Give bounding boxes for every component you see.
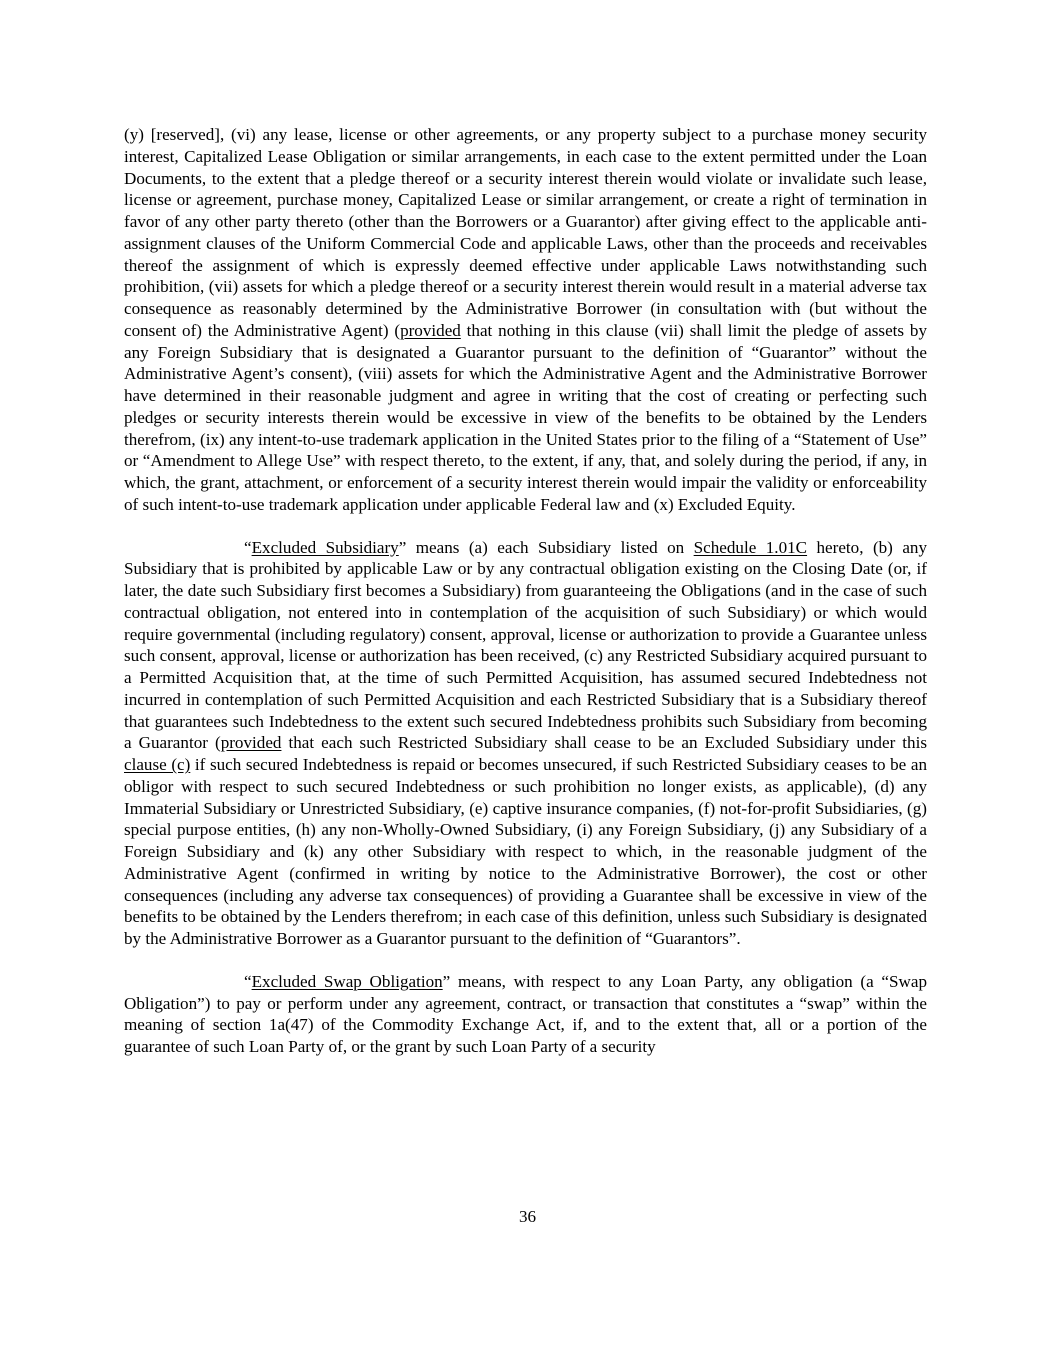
definition-excluded-subsidiary	[124, 537, 927, 950]
provided-term: provided	[400, 320, 461, 340]
defined-term-excluded-swap-obligation: Excluded Swap Obligation	[251, 971, 443, 991]
provided-term: provided	[220, 733, 282, 753]
paragraph-text: that nothing in this clause (vii) shall limit the pledge of assets by any Foreign Subsidiary that is designated a Guarantor pursuant to the definition of “Guarantor” without the Administrative Agent’s consent), (viii) assets for which the Administrative Agent and the Administrative Borrower have determined in their reasonable judgment and agree in writing that the cost of creating or perfecting such pledges or security interests therein would be excessive in view of the benefits to be obtained by the Lenders therefrom, (ix) any intent-to-use trademark application in the United States prior to the filing of a “Statement of Use” or “Amendment to Allege Use” with respect thereto, to the extent, if any, that, and solely during the period, if any, in which, the grant, attachment, or enforcement of a security interest therein would impair the validity or enforceability of such intent-to-use trademark application under applicable Federal law and (x) Excluded Equity.	[124, 320, 927, 514]
definition-text: ” means (a) each Subsidiary listed on	[398, 537, 694, 557]
clause-reference: clause (c)	[124, 755, 191, 774]
definition-text: ” means, with respect to any Loan Party, any obligation (a “Swap Obligation”) to pay or perform under any agreement, contract, or transaction that constitutes a “swap” within the meaning of section 1a(47) of the Commodity Exchange Act, if, and to the extent that, all or a portion of the guarantee of such Loan Party of, or the grant by such Loan Party of a security	[124, 971, 927, 1056]
page-number: 36	[518, 1207, 537, 1226]
document-page	[124, 124, 927, 1079]
definition-excluded-swap-obligation	[124, 971, 927, 1058]
definition-text: hereto, (b) any Subsidiary that is prohibited by applicable Law or by any contractual obligation existing on the Closing Date (or, if later, the date such Subsidiary first becomes a Subsidiary) from guaranteeing the Obligations (and in the case of such contractual obligation, not entered into in contemplation of the acquisition of such Subsidiary) or which would require governmental (including regulatory) consent, approval, license or authorization to provide a Guarantee unless such consent, approval, license or authorization has been received, (c) any Restricted Subsidiary acquired pursuant to a Permitted Acquisition that, at the time of such Permitted Acquisition, has assumed secured Indebtedness not incurred in contemplation of such Permitted Acquisition and each Restricted Subsidiary that is a Subsidiary thereof that guarantees such Indebtedness to the extent such secured Indebtedness prohibits such Subsidiary from becoming a Guarantor (	[124, 537, 927, 753]
open-quote: “	[244, 537, 252, 557]
schedule-reference: Schedule 1.01C	[693, 537, 808, 557]
definition-text: that each such Restricted Subsidiary shall cease to be an Excluded Subsidiary under this	[281, 733, 928, 753]
open-quote: “	[244, 971, 252, 991]
paragraph-text: (y) [reserved], (vi) any lease, license or other agreements, or any property subject to a purchase money security interest, Capitalized Lease Obligation or similar arrangements, in each case to the extent permitted under the Loan Documents, to the extent that a pledge thereof or a security interest therein would violate or invalidate such lease, license or agreement, purchase money, Capitalized Lease or similar arrangement, or create a right of termination in favor of any other party thereto (other than the Borrowers or a Guarantor) after giving effect to the applicable anti-assignment clauses of the Uniform Commercial Code and applicable Laws, other than the proceeds and receivables thereof the assignment of which is expressly deemed effective under applicable Laws notwithstanding such prohibition, (vii) assets for which a pledge thereof or a security interest therein would result in a material adverse tax consequence as reasonably determined by the Administrative Borrower (in consultation with (but without the consent of) the Administrative Agent) (	[124, 125, 927, 340]
definition-text: if such secured Indebtedness is repaid or becomes unsecured, if such Restricted Subsidiary ceases to be an obligor with respect to such secured Indebtedness or such prohibition no longer exists, as applicable), (d) any Immaterial Subsidiary or Unrestricted Subsidiary, (e) captive insurance companies, (f) not-for-profit Subsidiaries, (g) special purpose entities, (h) any non-Wholly-Owned Subsidiary, (i) any Foreign Subsidiary, (j) any Subsidiary of a Foreign Subsidiary and (k) any other Subsidiary with respect to which, in the reasonable judgment of the Administrative Agent (confirmed in writing by notice to the Administrative Borrower), the cost or other consequences (including any adverse tax consequences) of providing a Guarantee shall be excessive in view of the benefits to be obtained by the Lenders therefrom; in each case of this definition, unless such Subsidiary is designated by the Administrative Borrower as a Guarantor pursuant to the definition of “Guarantors”.	[124, 755, 927, 948]
paragraph-excluded-assets-continuation	[124, 124, 927, 516]
defined-term-excluded-subsidiary: Excluded Subsidiary	[251, 537, 399, 557]
